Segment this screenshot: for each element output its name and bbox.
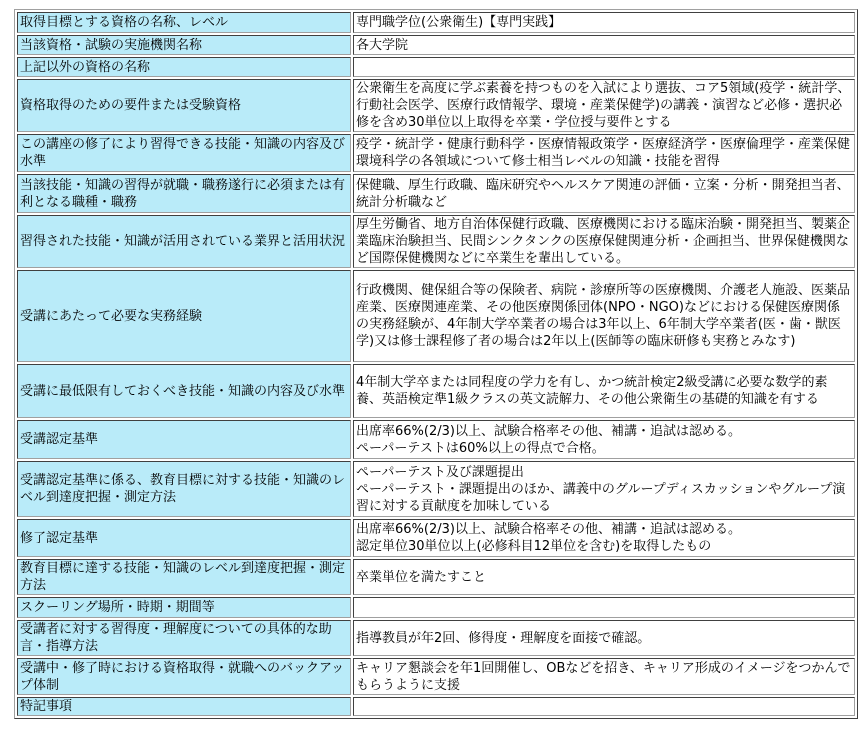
row-value — [353, 597, 855, 618]
value-line: 行政機関、健保組合等の保険者、病院・診療所等の医療機関、介護老人施設、医薬品産業、医療関連産業、その他医療関係団体(NPO・NGO)などにおける保健医療関係の実務経験が、4年制大学卒業者の場合は3年以上、6年制大学卒業者(医・歯・獣医学)又は修士課程修了者の場合は2年以上(医師等の臨床研修も実務とみなす) — [356, 283, 851, 349]
row-value — [353, 364, 855, 418]
value-line: 認定単位30単位以上(必修科目12単位を含む)を取得したもの — [356, 539, 712, 554]
table-row — [17, 79, 855, 132]
table-row — [17, 620, 855, 656]
table-row — [17, 697, 855, 716]
value-line: キャリア懇談会を年1回開催し、OBなどを招き、キャリア形成のイメージをつかんでもらうように支援 — [356, 660, 851, 693]
table-row — [17, 658, 855, 695]
table-row — [17, 461, 855, 517]
row-label: 上記以外の資格の名称 — [17, 57, 351, 77]
value-line: 出席率66%(2/3)以上、試験合格率その他、補講・追試は認める。 — [356, 423, 741, 439]
row-value — [353, 79, 855, 132]
value-line: 各大学院 — [356, 37, 409, 53]
row-label: 当該技能・知識の習得が就職・職務遂行に必須または有利となる職種・職務 — [17, 174, 351, 213]
value-line: ペーパーテスト・課題提出のほか、講義中のグループディスカッションやグループ演習に対する貢献度を加味している — [356, 481, 846, 514]
value-line: 卒業単位を満たすこと — [356, 569, 487, 585]
table-row — [17, 519, 855, 557]
row-label: 特記事項 — [17, 697, 351, 716]
row-value — [353, 658, 855, 695]
row-label: 修了認定基準 — [17, 519, 351, 557]
row-value — [353, 35, 855, 55]
table-row — [17, 597, 855, 618]
row-value — [353, 461, 855, 517]
table-row — [17, 12, 855, 33]
row-label: 受講中・修了時における資格取得・就職へのバックアップ体制 — [17, 658, 351, 695]
value-line: ペーパーテストは60%以上の得点で合格。 — [356, 440, 605, 456]
row-label: 受講認定基準に係る、教育目標に対する技能・知識のレベル到達度把握・測定方法 — [17, 461, 351, 517]
value-line: 公衆衛生を高度に学ぶ素養を持つものを入試により選抜、コア5領域(疫学・統計学、行動社会医学、医療行政情報学、環境・産業保健学)の講義・演習など必修・選択必修を含め30単位以上取得を卒業・学位授与要件とする — [356, 81, 851, 130]
row-label: スクーリング場所・時期・期間等 — [17, 597, 351, 618]
row-label: 取得目標とする資格の名称、レベル — [17, 12, 351, 33]
table-row — [17, 364, 855, 418]
course-info-table-body — [17, 12, 855, 716]
row-value — [353, 134, 855, 172]
table-row — [17, 270, 855, 362]
row-value — [353, 57, 855, 77]
row-value — [353, 620, 855, 656]
row-value — [353, 697, 855, 716]
table-row — [17, 420, 855, 459]
value-line: ペーパーテスト及び課題提出 — [356, 464, 524, 480]
table-row — [17, 215, 855, 268]
row-label: 受講に最低限有しておくべき技能・知識の内容及び水準 — [17, 364, 351, 418]
course-info-table — [14, 9, 858, 719]
table-row — [17, 35, 855, 55]
value-line: 厚生労働省、地方自治体保健行政職、医療機関における臨床治験・開発担当、製薬企業臨床治験担当、民間シンクタンクの医療保健関連分析・企画担当、世界保健機関など国際保健機関などに卒業生を輩出している。 — [356, 217, 851, 266]
row-label: 資格取得のための要件または受験資格 — [17, 79, 351, 132]
row-label: この講座の修了により習得できる技能・知識の内容及び水準 — [17, 134, 351, 172]
row-value — [353, 270, 855, 362]
table-row — [17, 57, 855, 77]
table-row — [17, 174, 855, 213]
row-label: 受講認定基準 — [17, 420, 351, 459]
row-label: 当該資格・試験の実施機関名称 — [17, 35, 351, 55]
value-line: 4年制大学卒または同程度の学力を有し、かつ統計検定2級受講に必要な数学的素養、英語検定準1級クラスの英文読解力、その他公衆衛生の基礎的知識を有する — [356, 375, 828, 407]
row-value — [353, 559, 855, 595]
row-value — [353, 12, 855, 33]
row-label: 習得された技能・知識が活用されている業界と活用状況 — [17, 215, 351, 268]
value-line: 専門職学位(公衆衛生)【専門実践】 — [356, 15, 562, 30]
row-label: 教育目標に達する技能・知識のレベル到達度把握・測定方法 — [17, 559, 351, 595]
value-line: 指導教員が年2回、修得度・理解度を面接で確認。 — [356, 630, 651, 646]
row-label: 受講者に対する習得度・理解度についての具体的な助言・指導方法 — [17, 620, 351, 656]
row-value — [353, 215, 855, 268]
row-label: 受講にあたって必要な実務経験 — [17, 270, 351, 362]
value-line: 保健職、厚生行政職、臨床研究やヘルスケア関連の評価・立案・分析・開発担当者、統計分析職など — [356, 177, 850, 210]
row-value — [353, 519, 855, 557]
row-value — [353, 174, 855, 213]
table-row — [17, 559, 855, 595]
table-row — [17, 134, 855, 172]
value-line: 疫学・統計学・健康行動科学・医療情報政策学・医療経済学・医療倫理学・産業保健環境科学の各領域について修士相当レベルの知識・技能を習得 — [356, 137, 851, 169]
row-value — [353, 420, 855, 459]
value-line: 出席率66%(2/3)以上、試験合格率その他、補講・追試は認める。 — [356, 522, 741, 537]
